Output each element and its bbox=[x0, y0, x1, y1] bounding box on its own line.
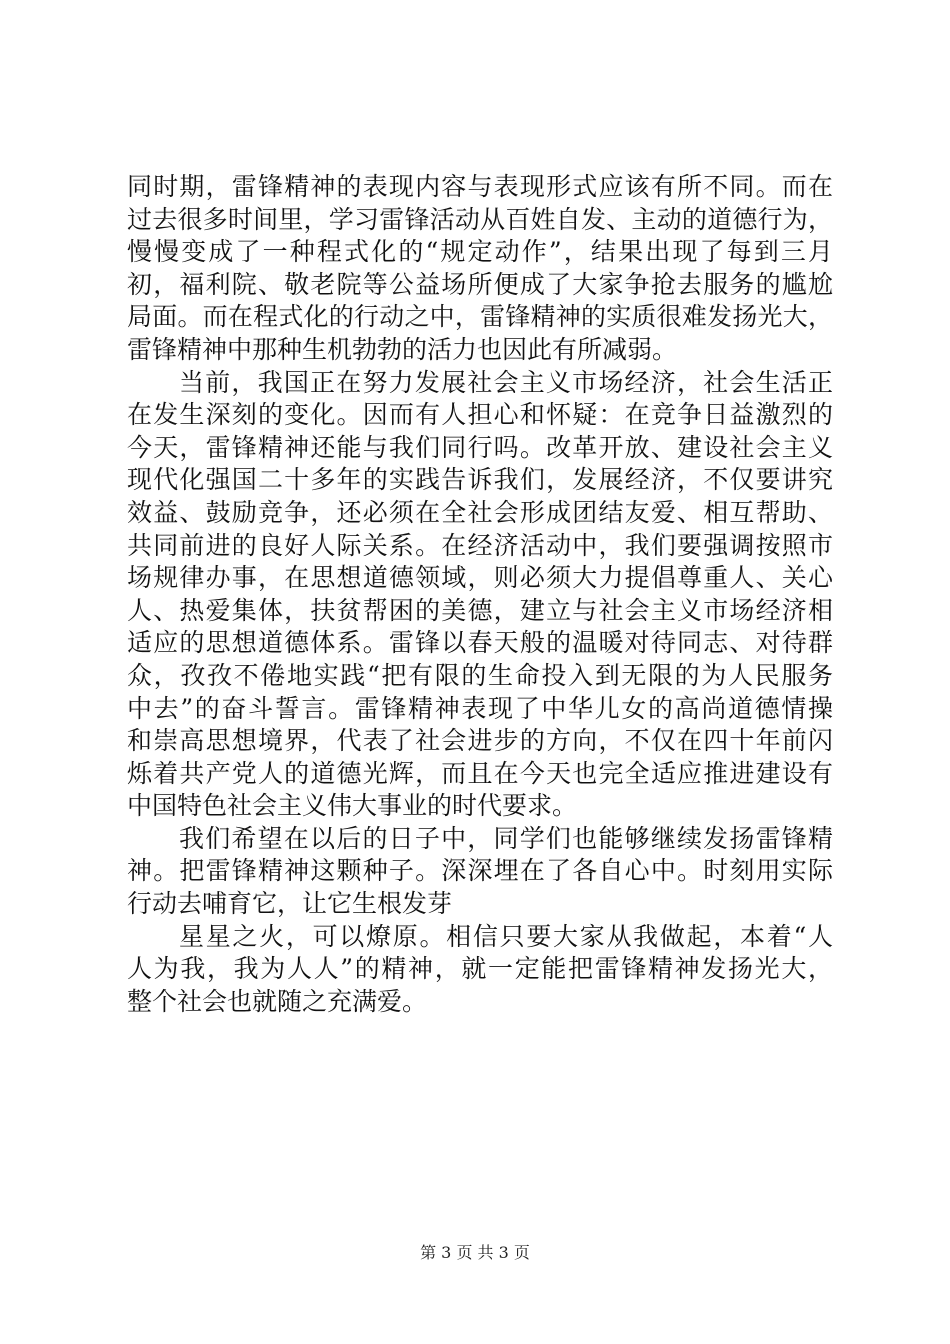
text-line: 场规律办事，在思想道德领域，则必须大力提倡尊重人、关心 bbox=[127, 563, 833, 593]
text-line: 整个社会也就随之充满爱。 bbox=[127, 986, 428, 1016]
text-line: 星星之火，可以燎原。相信只要大家从我做起，本着“人 bbox=[179, 921, 833, 951]
text-line: 现代化强国二十多年的实践告诉我们，发展经济，不仅要讲究 bbox=[127, 465, 833, 495]
text-line: 慢慢变成了一种程式化的“规定动作”，结果出现了每到三月 bbox=[127, 237, 833, 267]
text-line: 雷锋精神中那种生机勃勃的活力也因此有所减弱。 bbox=[127, 334, 678, 364]
text-line: 适应的思想道德体系。雷锋以春天般的温暖对待同志、对待群 bbox=[127, 628, 833, 658]
paragraph bbox=[127, 921, 833, 1019]
text-line: 过去很多时间里，学习雷锋活动从百姓自发、主动的道德行为， bbox=[127, 204, 833, 234]
text-line: 局面。而在程式化的行动之中，雷锋精神的实质很难发扬光大， bbox=[127, 302, 833, 332]
text-line: 人为我，我为人人”的精神，就一定能把雷锋精神发扬光大， bbox=[127, 954, 833, 984]
text-line: 当前，我国正在努力发展社会主义市场经济，社会生活正 bbox=[179, 367, 833, 397]
text-line: 中国特色社会主义伟大事业的时代要求。 bbox=[127, 791, 578, 821]
text-line: 在发生深刻的变化。因而有人担心和怀疑：在竞争日益激烈的 bbox=[127, 400, 833, 430]
text-line: 同时期，雷锋精神的表现内容与表现形式应该有所不同。而在 bbox=[127, 172, 833, 201]
text-line: 初，福利院、敬老院等公益场所便成了大家争抢去服务的尴尬 bbox=[127, 269, 833, 299]
page-footer: 第 3 页 共 3 页 bbox=[420, 1243, 530, 1262]
text-line: 和崇高思想境界，代表了社会进步的方向，不仅在四十年前闪 bbox=[127, 726, 833, 756]
paragraph bbox=[127, 171, 833, 367]
text-line: 效益、鼓励竞争，还必须在全社会形成团结友爱、相互帮助、 bbox=[127, 497, 833, 527]
text-line: 行动去哺育它，让它生根发芽 bbox=[127, 889, 453, 919]
document-body bbox=[127, 171, 833, 1018]
text-line: 中去”的奋斗誓言。雷锋精神表现了中华儿女的高尚道德情操 bbox=[127, 693, 833, 723]
text-line: 烁着共产党人的道德光辉，而且在今天也完全适应推进建设有 bbox=[127, 758, 833, 788]
text-line: 众，孜孜不倦地实践“把有限的生命投入到无限的为人民服务 bbox=[127, 660, 833, 690]
paragraph bbox=[127, 367, 833, 823]
text-line: 今天，雷锋精神还能与我们同行吗。改革开放、建设社会主义 bbox=[127, 432, 833, 462]
text-line: 共同前进的良好人际关系。在经济活动中，我们要强调按照市 bbox=[127, 530, 833, 560]
paragraph bbox=[127, 823, 833, 921]
text-line: 人、热爱集体，扶贫帮困的美德，建立与社会主义市场经济相 bbox=[127, 595, 833, 625]
text-line: 我们希望在以后的日子中，同学们也能够继续发扬雷锋精 bbox=[179, 823, 833, 853]
text-line: 神。把雷锋精神这颗种子。深深埋在了各自心中。时刻用实际 bbox=[127, 856, 833, 886]
